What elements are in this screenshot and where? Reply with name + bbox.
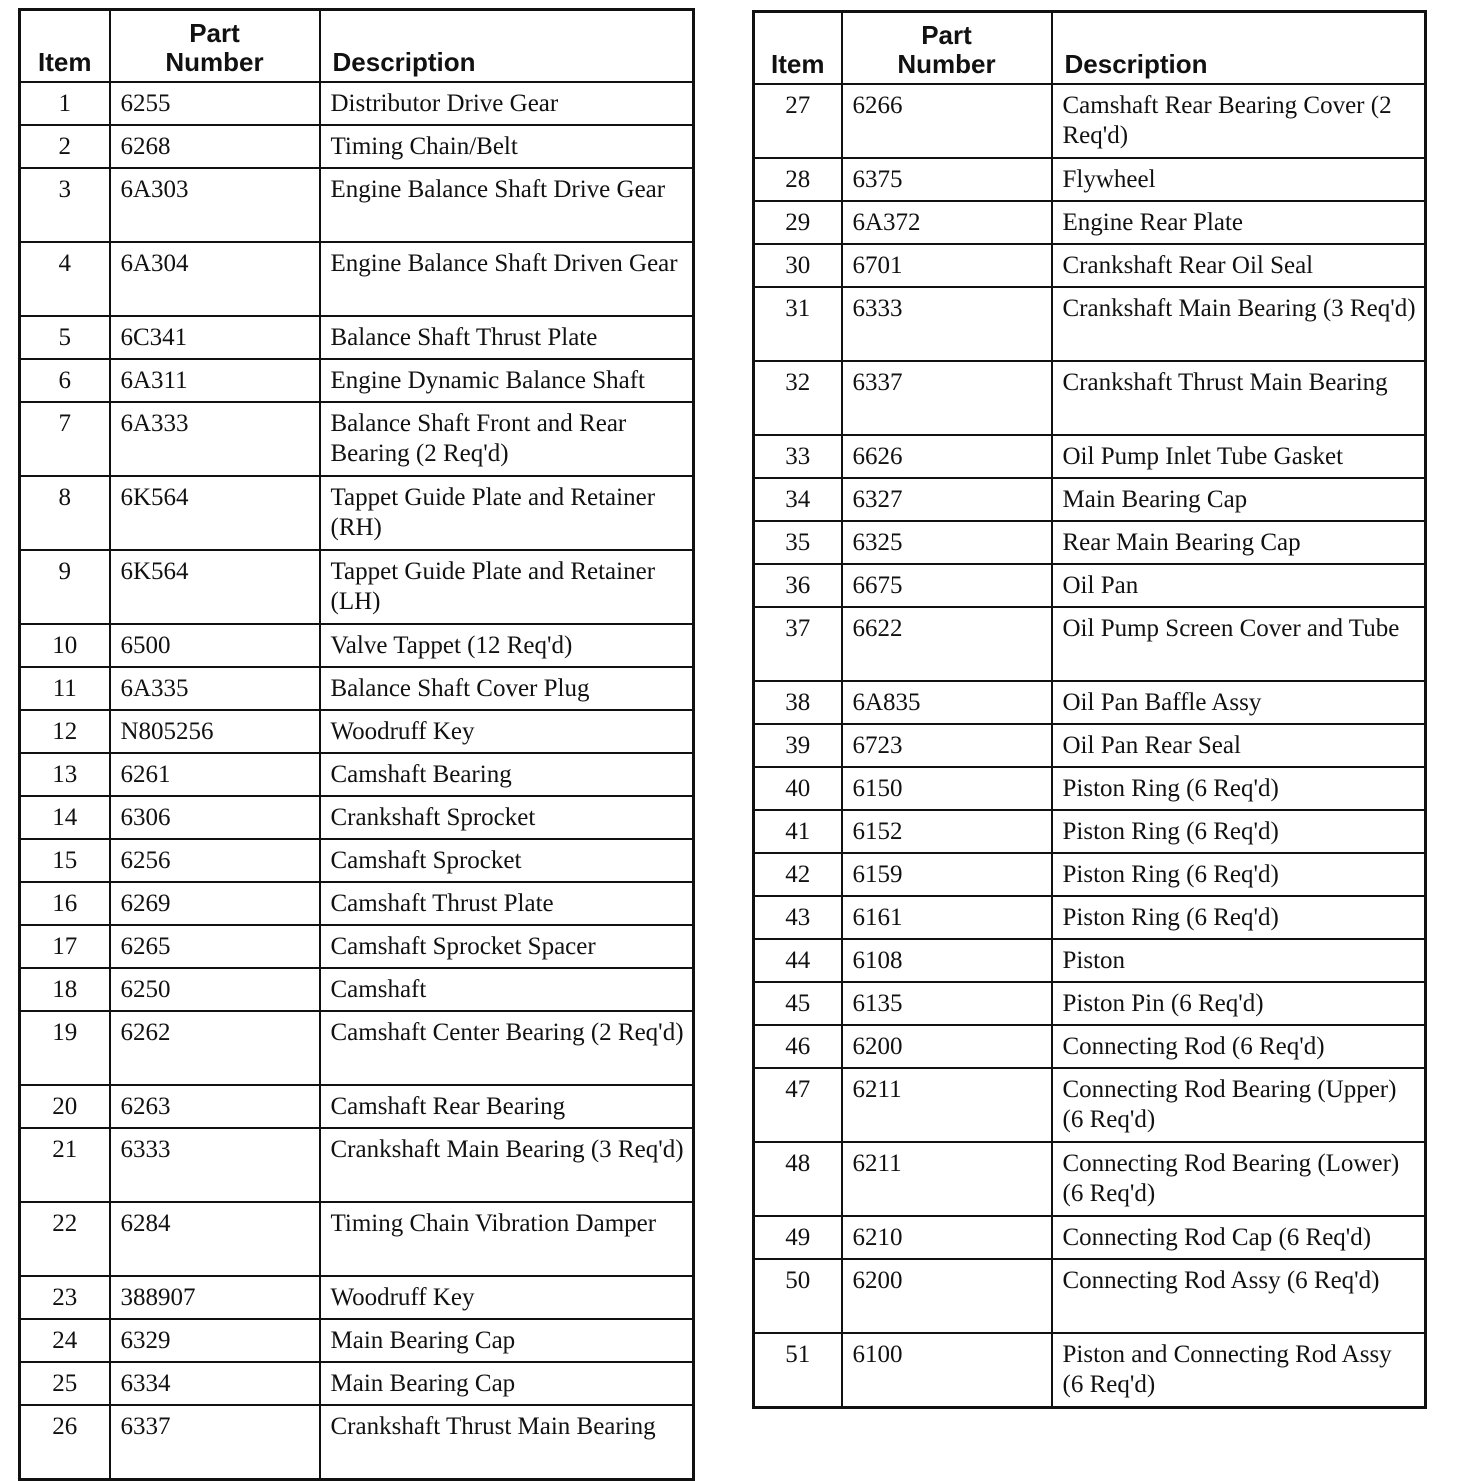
- part-number: 6135: [842, 982, 1052, 1025]
- part-description: Flywheel: [1052, 158, 1426, 201]
- part-description: Timing Chain Vibration Damper: [320, 1202, 694, 1276]
- part-description: Camshaft Sprocket: [320, 839, 694, 882]
- part-description: Camshaft Center Bearing (2 Req'd): [320, 1011, 694, 1085]
- item-number: 14: [20, 796, 110, 839]
- item-number: 49: [754, 1216, 842, 1259]
- part-number: 6210: [842, 1216, 1052, 1259]
- item-number: 2: [20, 125, 110, 168]
- table-row: [20, 1362, 694, 1405]
- table-row: [754, 896, 1426, 939]
- part-number: 6K564: [110, 550, 320, 624]
- part-number: 6333: [842, 287, 1052, 361]
- part-description: Camshaft: [320, 968, 694, 1011]
- item-number: 48: [754, 1142, 842, 1216]
- table-row: [20, 839, 694, 882]
- table-row: [20, 1085, 694, 1128]
- item-number: 32: [754, 361, 842, 435]
- table-row: [754, 1333, 1426, 1408]
- table-row: [20, 796, 694, 839]
- item-number: 39: [754, 724, 842, 767]
- item-number: 7: [20, 402, 110, 476]
- part-number: 6262: [110, 1011, 320, 1085]
- item-number: 43: [754, 896, 842, 939]
- table-row: [754, 1259, 1426, 1333]
- table-row: [20, 476, 694, 550]
- part-number: 6255: [110, 82, 320, 125]
- table-row: [754, 982, 1426, 1025]
- description-header: Description: [1052, 12, 1426, 85]
- part-number: 6268: [110, 125, 320, 168]
- part-number: 6626: [842, 435, 1052, 478]
- item-number: 22: [20, 1202, 110, 1276]
- part-description: Main Bearing Cap: [1052, 478, 1426, 521]
- part-description: Tappet Guide Plate and Retainer (RH): [320, 476, 694, 550]
- item-number: 41: [754, 810, 842, 853]
- table-row: [20, 125, 694, 168]
- part-number-header: Part Number: [110, 10, 320, 83]
- part-number: 6108: [842, 939, 1052, 982]
- part-number: 6261: [110, 753, 320, 796]
- part-number: 6A303: [110, 168, 320, 242]
- part-description: Piston Pin (6 Req'd): [1052, 982, 1426, 1025]
- part-description: Balance Shaft Cover Plug: [320, 667, 694, 710]
- item-header: Item: [20, 10, 110, 83]
- table-row: [20, 882, 694, 925]
- part-number-header: Part Number: [842, 12, 1052, 85]
- table-row: [754, 158, 1426, 201]
- part-number: 6675: [842, 564, 1052, 607]
- part-description: Connecting Rod (6 Req'd): [1052, 1025, 1426, 1068]
- part-description: Piston: [1052, 939, 1426, 982]
- item-number: 8: [20, 476, 110, 550]
- part-number: 6701: [842, 244, 1052, 287]
- item-number: 26: [20, 1405, 110, 1480]
- part-description: Crankshaft Main Bearing (3 Req'd): [1052, 287, 1426, 361]
- parts-table-right: [752, 10, 1427, 1409]
- part-description: Camshaft Rear Bearing: [320, 1085, 694, 1128]
- part-description: Piston and Connecting Rod Assy (6 Req'd): [1052, 1333, 1426, 1408]
- part-number: 6334: [110, 1362, 320, 1405]
- item-number: 21: [20, 1128, 110, 1202]
- part-number: 6325: [842, 521, 1052, 564]
- part-description: Piston Ring (6 Req'd): [1052, 767, 1426, 810]
- part-description: Camshaft Rear Bearing Cover (2 Req'd): [1052, 84, 1426, 158]
- part-description: Piston Ring (6 Req'd): [1052, 853, 1426, 896]
- part-description: Oil Pump Inlet Tube Gasket: [1052, 435, 1426, 478]
- part-description: Crankshaft Thrust Main Bearing: [1052, 361, 1426, 435]
- table-row: [754, 84, 1426, 158]
- part-number: 6622: [842, 607, 1052, 681]
- table-row: [20, 753, 694, 796]
- item-number: 46: [754, 1025, 842, 1068]
- part-description: Oil Pump Screen Cover and Tube: [1052, 607, 1426, 681]
- item-number: 6: [20, 359, 110, 402]
- table-row: [754, 201, 1426, 244]
- part-description: Woodruff Key: [320, 1276, 694, 1319]
- part-number: 6306: [110, 796, 320, 839]
- part-number: 6A311: [110, 359, 320, 402]
- part-description: Woodruff Key: [320, 710, 694, 753]
- part-number: 6159: [842, 853, 1052, 896]
- table-row: [20, 968, 694, 1011]
- part-description: Connecting Rod Bearing (Upper) (6 Req'd): [1052, 1068, 1426, 1142]
- table-row: [20, 550, 694, 624]
- part-number: 6A835: [842, 681, 1052, 724]
- table-row: [754, 564, 1426, 607]
- table-row: [754, 607, 1426, 681]
- item-number: 10: [20, 624, 110, 667]
- part-description: Crankshaft Thrust Main Bearing: [320, 1405, 694, 1480]
- item-number: 11: [20, 667, 110, 710]
- table-row: [20, 1319, 694, 1362]
- table-row: [20, 1202, 694, 1276]
- part-number: 6284: [110, 1202, 320, 1276]
- part-description: Engine Dynamic Balance Shaft: [320, 359, 694, 402]
- item-number: 50: [754, 1259, 842, 1333]
- item-number: 34: [754, 478, 842, 521]
- part-description: Crankshaft Sprocket: [320, 796, 694, 839]
- item-number: 20: [20, 1085, 110, 1128]
- item-number: 36: [754, 564, 842, 607]
- part-number: 6211: [842, 1142, 1052, 1216]
- table-row: [20, 1128, 694, 1202]
- part-number: 6200: [842, 1259, 1052, 1333]
- item-number: 42: [754, 853, 842, 896]
- item-number: 29: [754, 201, 842, 244]
- table-row: [20, 168, 694, 242]
- part-description: Distributor Drive Gear: [320, 82, 694, 125]
- table-row: [20, 1405, 694, 1480]
- table-row: [20, 710, 694, 753]
- table-row: [754, 435, 1426, 478]
- part-number: 6200: [842, 1025, 1052, 1068]
- part-description: Rear Main Bearing Cap: [1052, 521, 1426, 564]
- part-description: Crankshaft Rear Oil Seal: [1052, 244, 1426, 287]
- table-row: [754, 478, 1426, 521]
- part-description: Oil Pan Baffle Assy: [1052, 681, 1426, 724]
- part-description: Camshaft Sprocket Spacer: [320, 925, 694, 968]
- item-number: 38: [754, 681, 842, 724]
- part-description: Camshaft Thrust Plate: [320, 882, 694, 925]
- part-description: Piston Ring (6 Req'd): [1052, 810, 1426, 853]
- part-description: Main Bearing Cap: [320, 1362, 694, 1405]
- part-number: 6100: [842, 1333, 1052, 1408]
- item-number: 23: [20, 1276, 110, 1319]
- table-row: [754, 810, 1426, 853]
- item-number: 5: [20, 316, 110, 359]
- part-description: Crankshaft Main Bearing (3 Req'd): [320, 1128, 694, 1202]
- item-number: 35: [754, 521, 842, 564]
- part-number: 6266: [842, 84, 1052, 158]
- header-row: [754, 12, 1426, 85]
- part-number: 6375: [842, 158, 1052, 201]
- item-number: 45: [754, 982, 842, 1025]
- header-row: [20, 10, 694, 83]
- part-description: Engine Rear Plate: [1052, 201, 1426, 244]
- part-number: 6A304: [110, 242, 320, 316]
- part-description: Balance Shaft Front and Rear Bearing (2 Req'd): [320, 402, 694, 476]
- table-row: [754, 1068, 1426, 1142]
- item-number: 44: [754, 939, 842, 982]
- part-number: 6256: [110, 839, 320, 882]
- table-row: [20, 82, 694, 125]
- part-number: 6327: [842, 478, 1052, 521]
- part-number: 6A372: [842, 201, 1052, 244]
- part-number: 6500: [110, 624, 320, 667]
- table-row: [754, 1216, 1426, 1259]
- description-header: Description: [320, 10, 694, 83]
- table-row: [754, 521, 1426, 564]
- part-description: Connecting Rod Assy (6 Req'd): [1052, 1259, 1426, 1333]
- part-description: Timing Chain/Belt: [320, 125, 694, 168]
- item-number: 47: [754, 1068, 842, 1142]
- part-description: Engine Balance Shaft Drive Gear: [320, 168, 694, 242]
- table-row: [754, 361, 1426, 435]
- part-description: Tappet Guide Plate and Retainer (LH): [320, 550, 694, 624]
- part-number: 6150: [842, 767, 1052, 810]
- part-number: 6152: [842, 810, 1052, 853]
- table-row: [20, 1276, 694, 1319]
- part-description: Valve Tappet (12 Req'd): [320, 624, 694, 667]
- part-number: 6263: [110, 1085, 320, 1128]
- table-row: [754, 287, 1426, 361]
- item-header: Item: [754, 12, 842, 85]
- item-number: 51: [754, 1333, 842, 1408]
- table-row: [20, 624, 694, 667]
- item-number: 16: [20, 882, 110, 925]
- item-number: 31: [754, 287, 842, 361]
- part-number: 6265: [110, 925, 320, 968]
- item-number: 12: [20, 710, 110, 753]
- part-number: 6337: [842, 361, 1052, 435]
- item-number: 1: [20, 82, 110, 125]
- part-number: 6250: [110, 968, 320, 1011]
- item-number: 25: [20, 1362, 110, 1405]
- parts-table-left: [18, 8, 695, 1481]
- item-number: 33: [754, 435, 842, 478]
- item-number: 3: [20, 168, 110, 242]
- part-number: 6161: [842, 896, 1052, 939]
- table-row: [754, 244, 1426, 287]
- item-number: 30: [754, 244, 842, 287]
- table-row: [754, 724, 1426, 767]
- item-number: 37: [754, 607, 842, 681]
- part-number: 6211: [842, 1068, 1052, 1142]
- table-row: [20, 667, 694, 710]
- table-row: [20, 316, 694, 359]
- part-number: N805256: [110, 710, 320, 753]
- item-number: 27: [754, 84, 842, 158]
- table-row: [754, 853, 1426, 896]
- item-number: 9: [20, 550, 110, 624]
- table-row: [20, 359, 694, 402]
- table-row: [754, 1025, 1426, 1068]
- part-description: Engine Balance Shaft Driven Gear: [320, 242, 694, 316]
- part-description: Oil Pan: [1052, 564, 1426, 607]
- item-number: 19: [20, 1011, 110, 1085]
- part-number: 6269: [110, 882, 320, 925]
- item-number: 17: [20, 925, 110, 968]
- item-number: 18: [20, 968, 110, 1011]
- table-row: [20, 925, 694, 968]
- part-number: 6723: [842, 724, 1052, 767]
- part-number: 6A335: [110, 667, 320, 710]
- table-row: [20, 1011, 694, 1085]
- part-number: 388907: [110, 1276, 320, 1319]
- part-description: Main Bearing Cap: [320, 1319, 694, 1362]
- part-description: Camshaft Bearing: [320, 753, 694, 796]
- table-row: [754, 681, 1426, 724]
- item-number: 28: [754, 158, 842, 201]
- part-number: 6337: [110, 1405, 320, 1480]
- item-number: 24: [20, 1319, 110, 1362]
- part-description: Balance Shaft Thrust Plate: [320, 316, 694, 359]
- part-description: Oil Pan Rear Seal: [1052, 724, 1426, 767]
- part-number: 6K564: [110, 476, 320, 550]
- part-number: 6329: [110, 1319, 320, 1362]
- part-description: Connecting Rod Cap (6 Req'd): [1052, 1216, 1426, 1259]
- item-number: 13: [20, 753, 110, 796]
- table-row: [754, 939, 1426, 982]
- part-number: 6333: [110, 1128, 320, 1202]
- table-row: [20, 242, 694, 316]
- table-row: [754, 1142, 1426, 1216]
- item-number: 4: [20, 242, 110, 316]
- part-description: Connecting Rod Bearing (Lower) (6 Req'd): [1052, 1142, 1426, 1216]
- table-row: [754, 767, 1426, 810]
- part-number: 6C341: [110, 316, 320, 359]
- item-number: 15: [20, 839, 110, 882]
- part-description: Piston Ring (6 Req'd): [1052, 896, 1426, 939]
- item-number: 40: [754, 767, 842, 810]
- table-row: [20, 402, 694, 476]
- part-number: 6A333: [110, 402, 320, 476]
